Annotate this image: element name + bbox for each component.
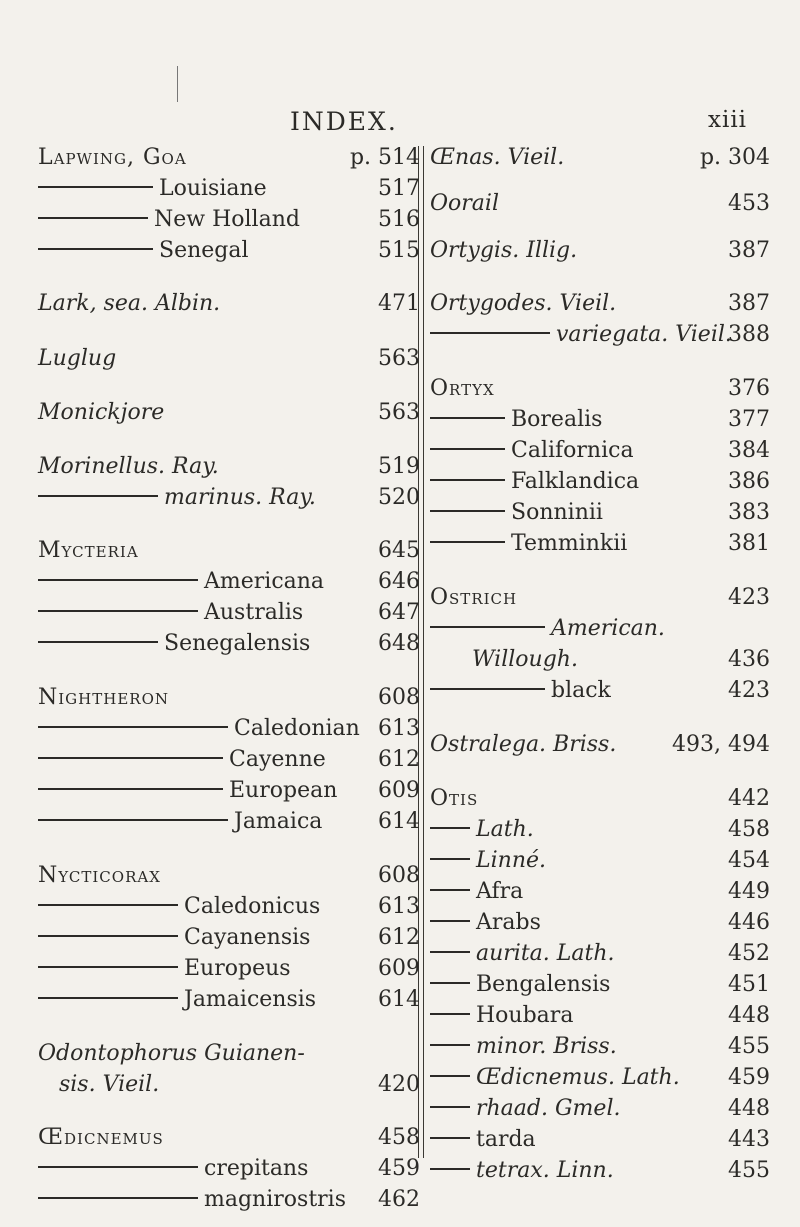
page-title: INDEX. [290,107,398,136]
ditto-dash [430,1075,470,1076]
index-entry [430,144,770,172]
entry-page: 609 [378,778,420,803]
ditto-dash [430,332,550,333]
entry-page: 420 [378,1072,420,1097]
ditto-dash [430,858,470,859]
entry-name: Lath. [476,817,534,842]
entry-page: 453 [728,191,770,216]
entry-name: Californica [511,438,634,463]
index-entry [430,940,770,968]
entry-page: 383 [728,500,770,525]
ditto-dash [430,448,505,449]
page-number: xiii [708,107,748,133]
ditto-dash [430,920,470,921]
index-entry [430,530,770,558]
page-header [0,107,800,141]
entry-name: rhaad. Gmel. [476,1096,621,1121]
ditto-dash [38,248,153,249]
entry-name: Falklandica [511,469,640,494]
ditto-dash [430,1106,470,1107]
entry-name: Bengalensis [476,972,611,997]
index-entry [38,955,420,983]
entry-name: sis. Vieil. [38,1072,160,1097]
entry-name: Ortygis. Illig. [430,238,578,263]
entry-page: 436 [728,647,770,672]
entry-page: 515 [378,238,420,263]
entry-page: 648 [378,631,420,656]
entry-page: 384 [728,438,770,463]
ditto-dash [38,495,158,496]
index-entry [38,399,420,427]
ditto-dash [38,819,228,820]
entry-page: 455 [728,1034,770,1059]
entry-name: Odontophorus Guianen- [38,1041,305,1066]
entry-name: Australis [204,600,304,625]
index-entry [430,1064,770,1092]
entry-name: Senegal [159,238,249,263]
index-entry [430,646,770,674]
ditto-dash [430,479,505,480]
ditto-dash [430,1013,470,1014]
entry-page: 386 [728,469,770,494]
ditto-dash [38,610,198,611]
index-entry [38,568,420,596]
entry-page: 448 [728,1096,770,1121]
entry-name: variegata. Vieil. [556,322,732,347]
entry-name: Cayanensis [184,925,311,950]
index-entry [38,237,420,265]
entry-name: Oorail [430,191,499,216]
index-entry [430,1157,770,1185]
ditto-dash [430,1137,470,1138]
entry-name: Borealis [511,407,603,432]
entry-page: 612 [378,925,420,950]
entry-page: 517 [378,176,420,201]
entry-page: 614 [378,987,420,1012]
entry-name: Jamaicensis [184,987,317,1012]
entry-page: 387 [728,291,770,316]
entry-page: 519 [378,454,420,479]
ditto-dash [430,827,470,828]
entry-page: 462 [378,1187,420,1212]
entry-page: 613 [378,716,420,741]
ditto-dash [38,904,178,905]
ditto-dash [430,982,470,983]
entry-name: Mycteria [38,538,139,563]
entry-name: Monickjore [38,400,165,425]
entry-page: 376 [728,376,770,401]
ditto-dash [38,726,228,727]
entry-page: 612 [378,747,420,772]
entry-name: Sonninii [511,500,603,525]
index-entry [430,1033,770,1061]
entry-name: Americana [204,569,325,594]
entry-page: 608 [378,685,420,710]
entry-page: 613 [378,894,420,919]
index-entry [38,1124,420,1152]
ditto-dash [430,417,505,418]
entry-name: Jamaica [234,809,323,834]
entry-name: Willough. [430,647,578,672]
index-entry [38,746,420,774]
index-entry [430,1002,770,1030]
entry-page: 442 [728,786,770,811]
ditto-dash [38,1166,198,1167]
entry-name: Morinellus. Ray. [38,454,219,479]
ditto-dash [430,688,545,689]
entry-page: 458 [378,1125,420,1150]
scan-artifact-line [177,66,178,102]
entry-name: Senegalensis [164,631,311,656]
entry-name: black [551,678,611,703]
entry-page: 423 [728,585,770,610]
ditto-dash [430,626,545,627]
index-entry [38,537,420,565]
entry-name: tetrax. Linn. [476,1158,614,1183]
entry-name: Ortygodes. Vieil. [430,291,617,316]
entry-name: aurita. Lath. [476,941,615,966]
column-divider-right [423,146,424,1158]
entry-name: magnirostris [204,1187,347,1212]
entry-page: 646 [378,569,420,594]
ditto-dash [430,1168,470,1169]
ditto-dash [430,510,505,511]
entry-name: marinus. Ray. [164,485,316,510]
index-entry [38,630,420,658]
entry-page: p. 514 [349,145,420,170]
entry-page: 493, 494 [672,732,770,757]
entry-name: Ostrich [430,585,518,610]
entry-name: European [229,778,338,803]
index-entry [38,684,420,712]
index-entry [38,808,420,836]
index-entry [430,499,770,527]
entry-name: crepitans [204,1156,309,1181]
index-entry [430,468,770,496]
index-entry [38,1186,420,1214]
entry-page: 459 [378,1156,420,1181]
index-entry [38,1155,420,1183]
index-entry [430,237,770,265]
index-entry [38,715,420,743]
entry-page: 609 [378,956,420,981]
index-entry [38,144,420,172]
index-entry [430,677,770,705]
entry-name: Louisiane [159,176,267,201]
entry-page: p. 304 [699,145,770,170]
entry-name: Europeus [184,956,291,981]
entry-name: Nycticorax [38,863,161,888]
entry-name: Caledonicus [184,894,321,919]
index-entry [430,437,770,465]
entry-name: Arabs [476,910,541,935]
entry-page: 458 [728,817,770,842]
index-entry [38,862,420,890]
entry-name: American. [551,616,665,641]
index-entry [430,406,770,434]
index-entry [38,1040,420,1068]
index-entry [38,924,420,952]
index-entry [38,777,420,805]
entry-name: Otis [430,786,479,811]
ditto-dash [38,788,223,789]
entry-page: 423 [728,678,770,703]
index-entry [38,599,420,627]
index-entry [430,290,770,318]
index-entry [38,290,420,318]
entry-name: Lapwing, Goa [38,145,187,170]
index-entry [430,321,770,349]
entry-page: 388 [728,322,770,347]
ditto-dash [38,757,223,758]
index-entry [430,785,770,813]
entry-name: Œdicnemus. Lath. [476,1065,680,1090]
index-entry [38,206,420,234]
entry-page: 520 [378,485,420,510]
entry-name: Ostralega. Briss. [430,732,617,757]
entry-page: 448 [728,1003,770,1028]
entry-page: 471 [378,291,420,316]
index-entry [38,175,420,203]
ditto-dash [38,935,178,936]
index-entry [38,345,420,373]
index-entry [38,453,420,481]
entry-name: Luglug [38,346,117,371]
entry-page: 459 [728,1065,770,1090]
entry-name: Lark, sea. Albin. [38,291,221,316]
entry-page: 449 [728,879,770,904]
entry-name: New Holland [154,207,300,232]
entry-name: Ortyx [430,376,495,401]
index-entry [430,847,770,875]
ditto-dash [38,186,153,187]
entry-page: 516 [378,207,420,232]
entry-name: Temminkii [511,531,628,556]
entry-page: 563 [378,346,420,371]
ditto-dash [430,951,470,952]
entry-page: 645 [378,538,420,563]
entry-page: 563 [378,400,420,425]
index-entry [430,1126,770,1154]
entry-name: minor. Briss. [476,1034,617,1059]
index-entry [430,190,770,218]
entry-name: Cayenne [229,747,326,772]
entry-page: 614 [378,809,420,834]
ditto-dash [38,966,178,967]
entry-page: 446 [728,910,770,935]
entry-page: 608 [378,863,420,888]
ditto-dash [430,889,470,890]
index-entry [430,375,770,403]
index-entry [430,816,770,844]
entry-page: 377 [728,407,770,432]
entry-page: 454 [728,848,770,873]
entry-page: 381 [728,531,770,556]
entry-page: 455 [728,1158,770,1183]
index-entry [430,878,770,906]
ditto-dash [38,997,178,998]
index-entry [38,986,420,1014]
entry-name: Œnas. Vieil. [430,145,565,170]
ditto-dash [430,541,505,542]
ditto-dash [38,579,198,580]
entry-page: 452 [728,941,770,966]
entry-name: Caledonian [234,716,360,741]
index-entry [430,615,770,643]
entry-name: Linné. [476,848,546,873]
entry-name: Houbara [476,1003,574,1028]
index-entry [38,893,420,921]
entry-page: 647 [378,600,420,625]
entry-name: Œdicnemus [38,1125,164,1150]
index-entry [430,971,770,999]
index-entry [38,484,420,512]
entry-name: Nightheron [38,685,169,710]
index-entry [430,909,770,937]
ditto-dash [38,641,158,642]
entry-page: 443 [728,1127,770,1152]
entry-name: Afra [476,879,524,904]
entry-page: 387 [728,238,770,263]
ditto-dash [38,217,148,218]
entry-name: tarda [476,1127,536,1152]
entry-page: 451 [728,972,770,997]
index-entry [430,1095,770,1123]
index-entry [430,731,770,759]
index-entry [38,1071,420,1099]
index-entry [430,584,770,612]
ditto-dash [430,1044,470,1045]
ditto-dash [38,1197,198,1198]
